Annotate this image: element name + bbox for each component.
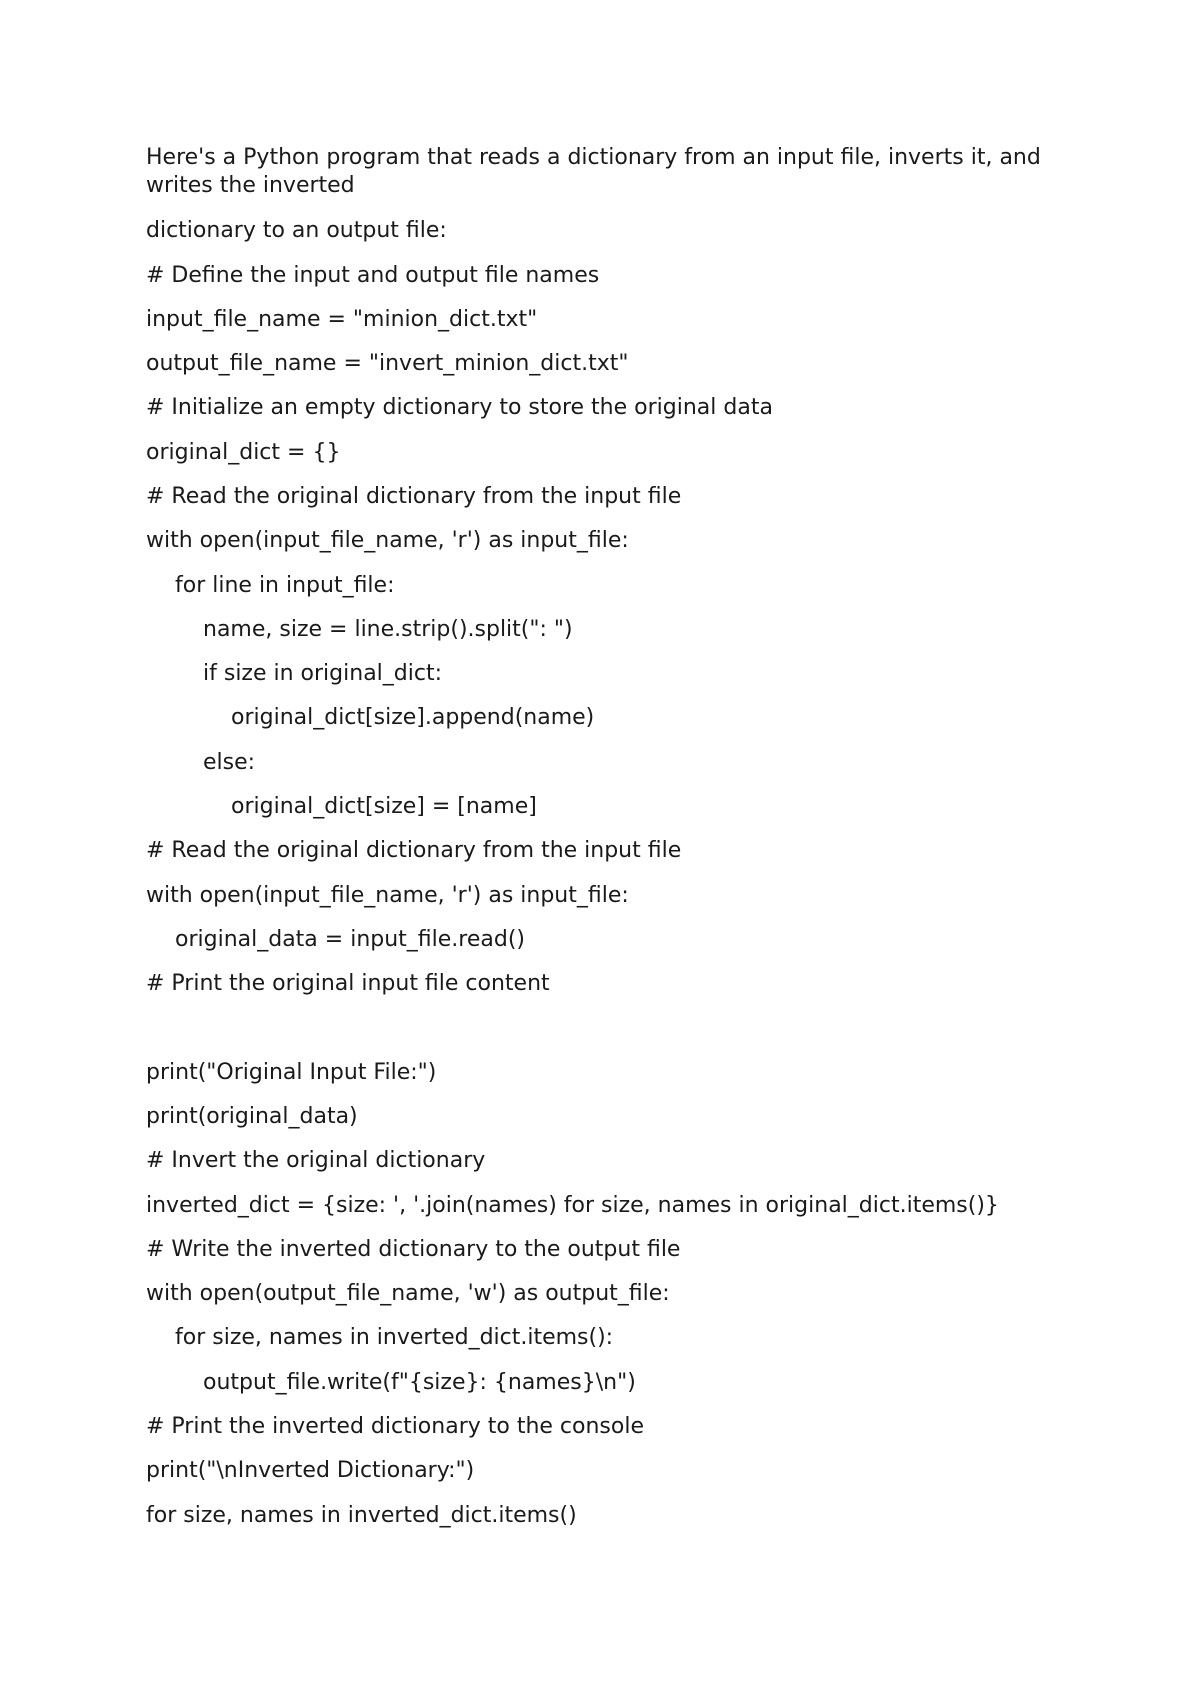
- code-line: for size, names in inverted_dict.items():: [175, 1325, 614, 1350]
- code-line: output_file_name = "invert_minion_dict.txt": [146, 351, 629, 376]
- code-line: for size, names in inverted_dict.items(): [146, 1503, 577, 1528]
- code-line: original_dict = {}: [146, 440, 341, 465]
- code-line: else:: [203, 750, 256, 775]
- code-comment-line: # Read the original dictionary from the input file: [146, 484, 682, 509]
- code-comment-line: # Write the inverted dictionary to the output file: [146, 1237, 681, 1262]
- intro-paragraph: Here's a Python program that reads a dictionary from an input file, inverts it, and writes the inverted: [146, 145, 1041, 198]
- code-line: if size in original_dict:: [203, 661, 442, 686]
- code-comment-line: # Initialize an empty dictionary to store the original data: [146, 395, 773, 420]
- code-comment-line: # Print the original input file content: [146, 971, 550, 996]
- code-line: with open(output_file_name, 'w') as output_file:: [146, 1281, 670, 1306]
- code-line: name, size = line.strip().split(": "): [203, 617, 573, 642]
- code-line: inverted_dict = {size: ', '.join(names) for size, names in original_dict.items()}: [146, 1193, 999, 1218]
- code-comment-line: # Define the input and output file names: [146, 263, 600, 288]
- code-line: original_dict[size].append(name): [231, 705, 595, 730]
- code-line: with open(input_file_name, 'r') as input_file:: [146, 883, 629, 908]
- code-line: print(original_data): [146, 1104, 358, 1129]
- code-comment-line: # Read the original dictionary from the input file: [146, 838, 682, 863]
- code-line: print("Original Input File:"): [146, 1060, 437, 1085]
- code-line: with open(input_file_name, 'r') as input_file:: [146, 528, 629, 553]
- code-line: original_dict[size] = [name]: [231, 794, 537, 819]
- code-comment-line: # Print the inverted dictionary to the console: [146, 1414, 644, 1439]
- code-comment-line: # Invert the original dictionary: [146, 1148, 486, 1173]
- text-line: dictionary to an output file:: [146, 218, 447, 243]
- code-line: input_file_name = "minion_dict.txt": [146, 307, 538, 332]
- code-line: original_data = input_file.read(): [175, 927, 526, 952]
- code-line: output_file.write(f"{size}: {names}\n"): [203, 1370, 636, 1395]
- code-line: print("\nInverted Dictionary:"): [146, 1458, 475, 1483]
- code-line: for line in input_file:: [175, 573, 395, 598]
